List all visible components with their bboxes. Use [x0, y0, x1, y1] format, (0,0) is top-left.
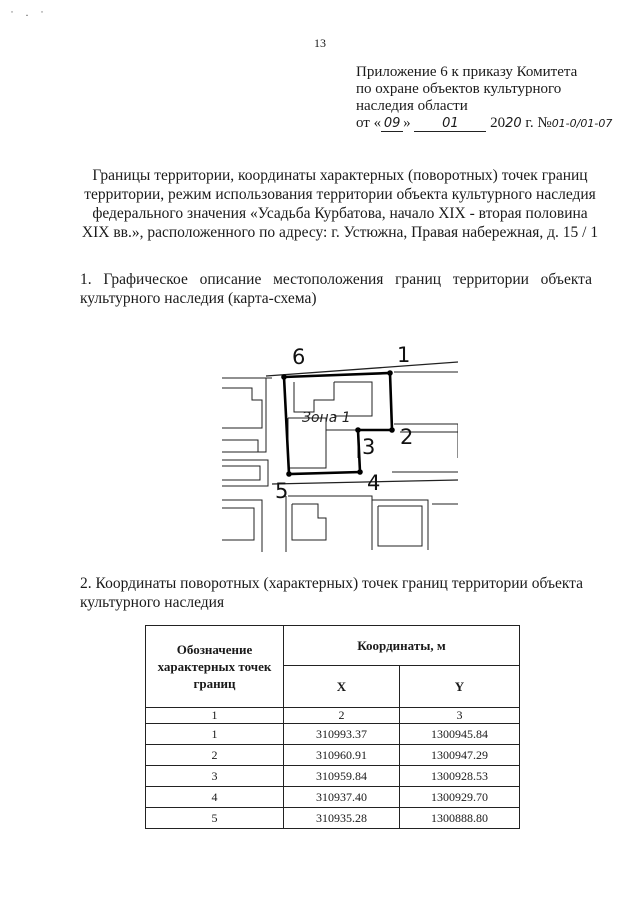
x-cell: 310993.37: [284, 724, 400, 745]
zone-label: Зона 1: [302, 410, 351, 426]
x-cell: 310935.28: [284, 808, 400, 829]
coordinates-table: [145, 625, 520, 829]
appendix-date-line: [356, 115, 612, 132]
vertex-label-2: 2: [400, 425, 414, 449]
y-cell: 1300947.29: [400, 745, 520, 766]
point-cell: 3: [146, 766, 284, 787]
x-cell: 310960.91: [284, 745, 400, 766]
y-cell: 1300928.53: [400, 766, 520, 787]
index-cell: 3: [400, 708, 520, 724]
table-row: [146, 787, 520, 808]
point-cell: 4: [146, 787, 284, 808]
map-street-edges: [266, 362, 458, 484]
document-title: Границы территории, координаты характерных (поворотных) точек границ территории, режим использования территории объекта культурного наследия федерального значения «Усадьба Курбатова, начало XIX - вторая половина XIX вв.», расположенного по адресу: г. Устюжна, Правая набережная, д. 15 / 1: [81, 167, 599, 241]
point-cell: 5: [146, 808, 284, 829]
point-cell: 1: [146, 724, 284, 745]
appendix-line-1: Приложение 6 к приказу Комитета: [356, 64, 578, 80]
vertex-label-3: 3: [362, 435, 376, 459]
vertex-1: [387, 370, 393, 376]
map-background-buildings: [222, 372, 458, 552]
index-cell: 1: [146, 708, 284, 724]
table-row: [146, 766, 520, 787]
table-index-row: [146, 708, 520, 724]
date-month: 01: [414, 117, 486, 132]
index-cell: 2: [284, 708, 400, 724]
vertex-5: [286, 471, 292, 477]
scan-specks: ˙ · ˙: [10, 8, 48, 22]
vertex-label-1: 1: [397, 343, 411, 367]
vertex-3: [355, 427, 361, 433]
x-cell: 310959.84: [284, 766, 400, 787]
y-cell: 1300929.70: [400, 787, 520, 808]
appendix-line-2: по охране объектов культурного: [356, 81, 562, 97]
section-1-heading: 1. Графическое описание местоположения границ территории объекта культурного наследия (карта-схема): [80, 271, 592, 307]
vertex-label-4: 4: [367, 471, 381, 495]
order-number-handwritten: 01-0/01-07: [551, 117, 613, 130]
year-suffix: г. №: [525, 115, 552, 131]
point-cell: 2: [146, 745, 284, 766]
header-x: X: [284, 666, 400, 708]
page-number: 13: [314, 36, 326, 50]
header-y: Y: [400, 666, 520, 708]
date-day: 09: [381, 117, 403, 132]
date-prefix: от «: [356, 115, 382, 131]
y-cell: 1300945.84: [400, 724, 520, 745]
year-prefix: 20: [490, 115, 506, 131]
table-row: [146, 808, 520, 829]
vertex-label-6: 6: [292, 345, 306, 369]
header-coordinates: Координаты, м: [284, 626, 520, 666]
boundary-map: [222, 340, 458, 552]
appendix-line-3: наследия области: [356, 98, 468, 114]
y-cell: 1300888.80: [400, 808, 520, 829]
x-cell: 310937.40: [284, 787, 400, 808]
year-handwritten: 20: [505, 116, 522, 131]
vertex-4: [357, 469, 363, 475]
section-2-heading: 2. Координаты поворотных (характерных) точек границ территории объекта культурного наследия: [80, 575, 584, 611]
appendix-header: [356, 64, 612, 132]
vertex-label-5: 5: [275, 479, 289, 503]
table-row: [146, 745, 520, 766]
header-point-designation: Обозначение характерных точек границ: [146, 626, 284, 708]
vertex-2: [389, 427, 395, 433]
vertex-6: [281, 374, 287, 380]
table-row: [146, 724, 520, 745]
date-mid: »: [403, 115, 411, 131]
